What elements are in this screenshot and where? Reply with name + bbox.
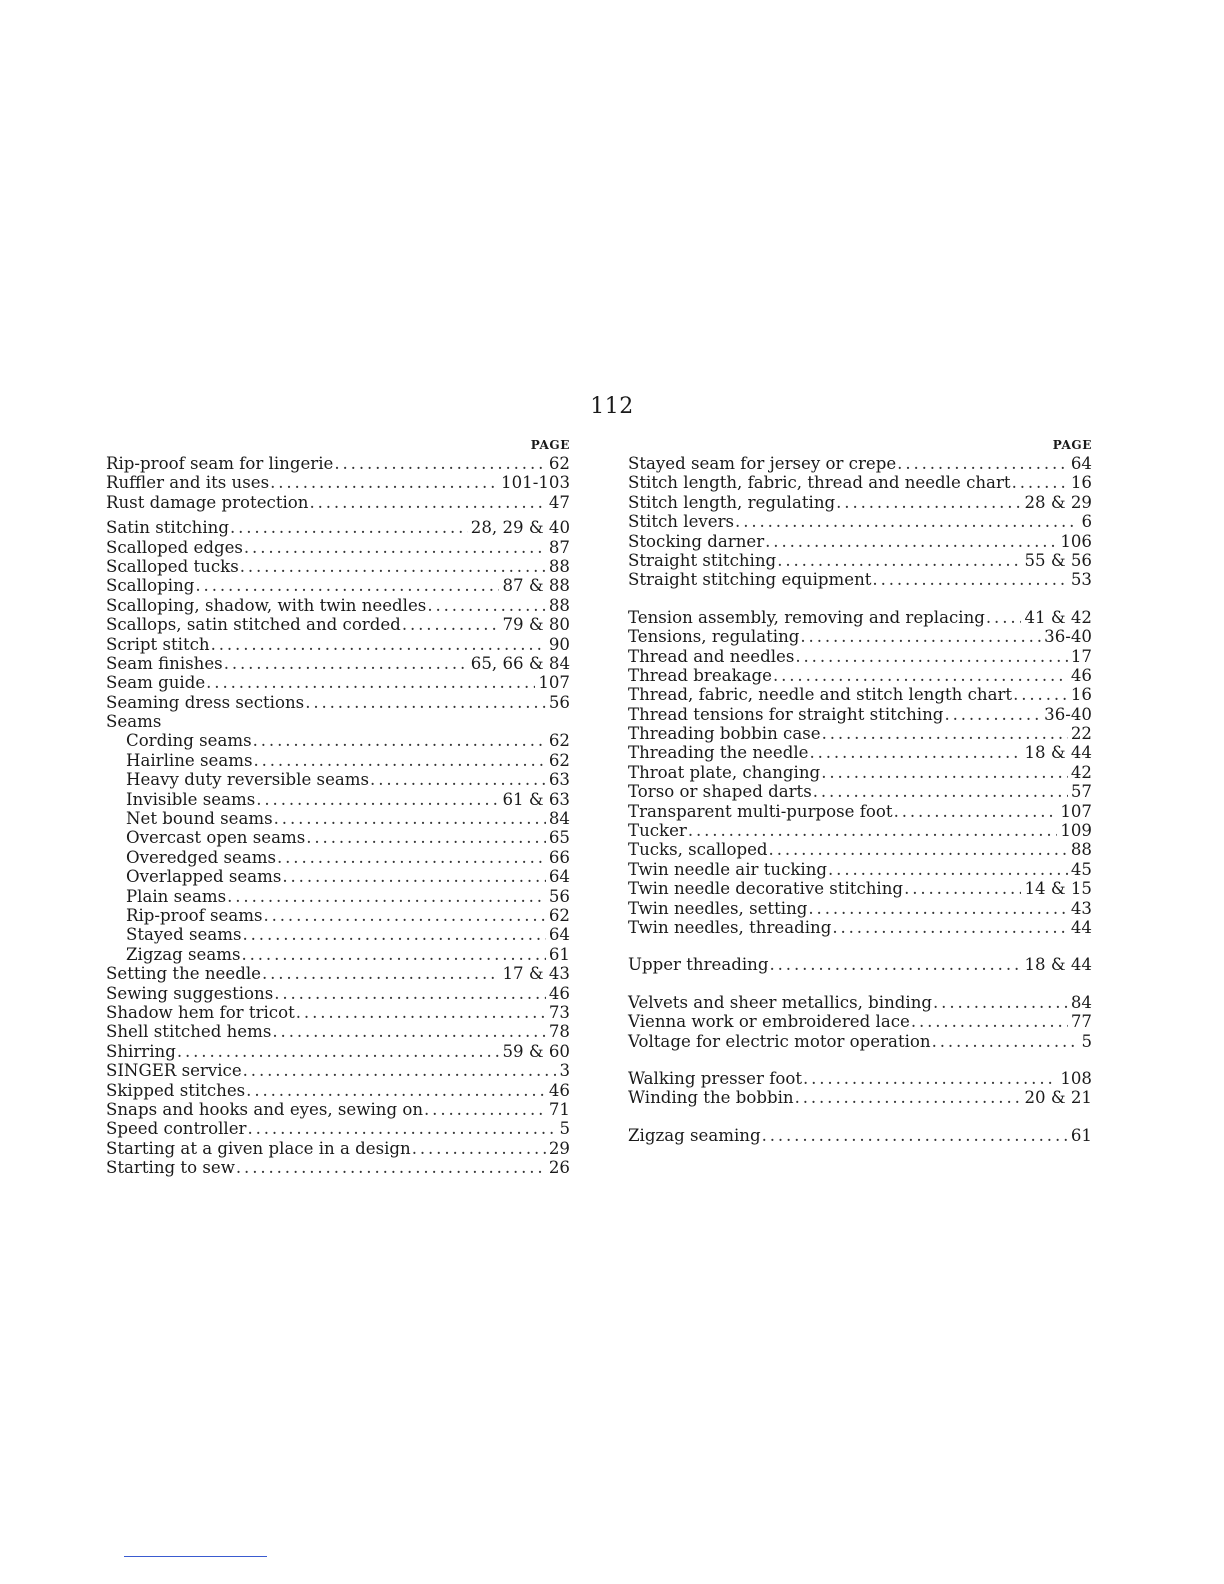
entry-label: Transparent multi-purpose foot	[628, 801, 893, 821]
entry-pages: 46	[548, 983, 570, 1003]
entry-label: Scalloping, shadow, with twin needles	[106, 595, 427, 615]
entry-label: Stayed seams	[126, 925, 242, 945]
entry-pages: 62	[548, 454, 570, 473]
entry-label: Ruffler and its uses	[106, 473, 270, 493]
entry-pages: 22	[1070, 724, 1092, 744]
dot-leader	[897, 454, 1068, 473]
section-gap	[628, 975, 1092, 993]
dot-leader	[986, 608, 1022, 627]
index-entry	[106, 1119, 570, 1138]
entry-pages: 5	[1081, 1031, 1092, 1051]
index-entry	[628, 899, 1092, 918]
dot-leader	[263, 906, 545, 925]
index-entry	[628, 860, 1092, 879]
entry-label: Scallops, satin stitched and corded	[106, 615, 401, 635]
page-column-header: PAGE	[530, 438, 570, 452]
index-entry	[628, 473, 1092, 492]
index-entry	[628, 570, 1092, 589]
entry-pages: 79 & 80	[502, 615, 570, 635]
entry-label: Thread breakage	[628, 665, 772, 685]
dot-leader	[227, 887, 546, 906]
entry-pages: 3	[559, 1061, 570, 1081]
entry-label: Thread and needles	[628, 646, 795, 666]
dot-leader	[813, 782, 1068, 801]
entry-label: Seaming dress sections	[106, 692, 305, 712]
index-entries-right	[628, 454, 1092, 1145]
dot-leader	[427, 596, 546, 615]
dot-leader	[230, 518, 468, 537]
entry-pages: 61	[548, 944, 570, 964]
index-entry	[628, 743, 1092, 762]
index-entry	[628, 1032, 1092, 1051]
entry-pages: 17	[1070, 646, 1092, 666]
index-entry	[628, 666, 1092, 685]
dot-leader	[1012, 473, 1068, 492]
entry-pages: 6	[1081, 512, 1092, 532]
index-entry	[628, 955, 1092, 974]
entry-label: Heavy duty reversible seams	[126, 770, 370, 790]
entry-label: Sewing suggestions	[106, 983, 274, 1003]
dot-leader	[821, 763, 1068, 782]
dot-leader	[828, 860, 1068, 879]
entry-label: Seams	[106, 712, 162, 732]
entry-pages: 57	[1070, 782, 1092, 802]
page-number: 112	[590, 394, 634, 419]
dot-leader	[402, 615, 500, 634]
index-entry	[106, 635, 570, 654]
dot-leader	[253, 751, 545, 770]
index-entry	[628, 647, 1092, 666]
index-entry	[106, 1100, 570, 1119]
entry-label: Shadow hem for tricot	[106, 1002, 295, 1022]
entry-label: Throat plate, changing	[628, 762, 821, 782]
index-entry	[106, 673, 570, 692]
entry-label: Straight stitching equipment	[628, 570, 872, 590]
entry-pages: 17 & 43	[502, 964, 570, 984]
entry-label: Stitch levers	[628, 512, 735, 532]
entry-pages: 64	[548, 867, 570, 887]
dot-leader	[253, 731, 546, 750]
dot-leader	[270, 473, 498, 492]
entry-pages: 56	[548, 886, 570, 906]
dot-leader	[272, 1022, 545, 1041]
entry-pages: 71	[548, 1099, 570, 1119]
entry-pages: 43	[1070, 898, 1092, 918]
index-subentry	[106, 809, 570, 828]
dot-leader	[765, 532, 1057, 551]
entry-pages: 73	[548, 1002, 570, 1022]
entry-label: Plain seams	[126, 886, 227, 906]
entry-pages: 47	[548, 492, 570, 512]
entry-label: Starting at a given place in a design	[106, 1138, 411, 1158]
entry-label: Script stitch	[106, 634, 210, 654]
entry-label: Tensions, regulating	[628, 627, 800, 647]
index-entry	[106, 1081, 570, 1100]
entry-pages: 41 & 42	[1024, 607, 1092, 627]
index-subentry	[106, 887, 570, 906]
entry-label: Overcast open seams	[126, 828, 306, 848]
entry-pages: 28 & 29	[1024, 492, 1092, 512]
entry-label: Stitch length, fabric, thread and needle chart	[628, 473, 1011, 493]
index-entry	[106, 454, 570, 473]
dot-leader	[243, 925, 546, 944]
entry-label: SINGER service	[106, 1061, 242, 1081]
dot-leader	[773, 666, 1068, 685]
index-entry	[628, 1088, 1092, 1107]
dot-leader	[809, 743, 1021, 762]
entry-pages: 42	[1070, 762, 1092, 782]
index-subentry	[106, 790, 570, 809]
entry-pages: 56	[548, 692, 570, 712]
dot-leader	[236, 1158, 546, 1177]
index-entry	[628, 782, 1092, 801]
index-entry	[628, 993, 1092, 1012]
dot-leader	[836, 493, 1021, 512]
dot-leader	[932, 1032, 1079, 1051]
index-entry	[628, 918, 1092, 937]
entry-label: Velvets and sheer metallics, binding	[628, 992, 933, 1012]
entry-pages: 62	[548, 750, 570, 770]
entry-label: Rip-proof seams	[126, 905, 263, 925]
dot-leader	[412, 1139, 546, 1158]
entry-label: Net bound seams	[126, 809, 273, 829]
entry-pages: 16	[1070, 473, 1092, 493]
index-entry	[106, 518, 570, 537]
entry-label: Cording seams	[126, 731, 252, 751]
entry-label: Starting to sew	[106, 1158, 235, 1178]
entry-label: Snaps and hooks and eyes, sewing on	[106, 1099, 424, 1119]
entry-pages: 36-40	[1044, 627, 1092, 647]
entry-label: Walking presser foot	[628, 1068, 802, 1088]
index-entry	[106, 1022, 570, 1041]
entry-label: Tucker	[628, 821, 687, 841]
entry-label: Tucks, scalloped	[628, 840, 768, 860]
entry-label: Setting the needle	[106, 964, 261, 984]
entry-label: Shell stitched hems	[106, 1022, 272, 1042]
entry-label: Torso or shaped darts	[628, 782, 812, 802]
entry-pages: 101-103	[501, 473, 570, 493]
entry-label: Twin needles, threading	[628, 917, 832, 937]
dot-leader	[247, 1119, 556, 1138]
index-entry	[628, 627, 1092, 646]
entry-label: Stayed seam for jersey or crepe	[628, 454, 897, 473]
dot-leader	[944, 705, 1041, 724]
entry-pages: 90	[548, 634, 570, 654]
entry-pages: 88	[548, 595, 570, 615]
dot-leader	[241, 945, 545, 964]
entry-pages: 107	[538, 673, 570, 693]
dot-leader	[933, 993, 1068, 1012]
entry-pages: 62	[548, 731, 570, 751]
entry-pages: 65	[548, 828, 570, 848]
entry-pages: 61	[1070, 1125, 1092, 1145]
entry-pages: 64	[548, 925, 570, 945]
index-entry	[628, 454, 1092, 473]
entry-label: Seam finishes	[106, 653, 223, 673]
entry-label: Invisible seams	[126, 789, 256, 809]
entry-label: Overedged seams	[126, 847, 276, 867]
entry-label: Rip-proof seam for lingerie	[106, 454, 334, 473]
index-entry	[628, 608, 1092, 627]
entry-label: Twin needle air tucking	[628, 859, 828, 879]
index-column-left	[106, 437, 570, 1177]
index-subentry	[106, 770, 570, 789]
index-entry	[628, 821, 1092, 840]
dot-leader	[762, 1126, 1068, 1145]
entry-label: Tension assembly, removing and replacing	[628, 607, 985, 627]
dot-leader	[309, 493, 545, 512]
dot-leader	[795, 1088, 1022, 1107]
index-entry	[106, 596, 570, 615]
index-entry	[628, 879, 1092, 898]
entry-label: Stitch length, regulating	[628, 492, 836, 512]
dot-leader	[424, 1100, 546, 1119]
entry-pages: 77	[1070, 1012, 1092, 1032]
entry-pages: 88	[1070, 840, 1092, 860]
entry-pages: 46	[1070, 665, 1092, 685]
index-entry	[106, 1003, 570, 1022]
entry-pages: 106	[1060, 531, 1092, 551]
entry-pages: 46	[548, 1080, 570, 1100]
index-entry	[106, 654, 570, 673]
index-subentry	[106, 945, 570, 964]
entry-pages: 64	[1070, 454, 1092, 473]
dot-leader	[770, 955, 1022, 974]
entry-label: Winding the bobbin	[628, 1088, 794, 1108]
index-heading	[106, 712, 570, 731]
dot-leader	[206, 673, 535, 692]
entry-pages: 45	[1070, 859, 1092, 879]
entry-pages: 78	[548, 1022, 570, 1042]
entry-label: Threading bobbin case	[628, 724, 821, 744]
dot-leader	[305, 693, 546, 712]
entry-pages: 62	[548, 905, 570, 925]
entry-pages: 20 & 21	[1024, 1088, 1092, 1108]
dot-leader	[334, 454, 546, 473]
entry-label: Twin needles, setting	[628, 898, 808, 918]
dot-leader	[244, 538, 546, 557]
entry-pages: 66	[548, 847, 570, 867]
index-entry	[628, 1126, 1092, 1145]
entry-label: Speed controller	[106, 1119, 247, 1139]
dot-leader	[277, 848, 546, 867]
entry-pages: 84	[1070, 992, 1092, 1012]
index-entry	[106, 1042, 570, 1061]
entry-pages: 26	[548, 1158, 570, 1178]
entry-label: Zigzag seams	[126, 944, 241, 964]
dot-leader	[822, 724, 1068, 743]
index-subentry	[106, 828, 570, 847]
dot-leader	[800, 627, 1041, 646]
dot-leader	[211, 635, 546, 654]
dot-leader	[262, 964, 499, 983]
index-entry	[106, 538, 570, 557]
entry-label: Upper threading	[628, 955, 769, 975]
dot-leader	[274, 809, 546, 828]
index-subentry	[106, 925, 570, 944]
dot-leader	[872, 570, 1067, 589]
entry-pages: 87 & 88	[502, 576, 570, 596]
entry-label: Twin needle decorative stitching	[628, 879, 904, 899]
entry-pages: 61 & 63	[502, 789, 570, 809]
entry-pages: 14 & 15	[1024, 879, 1092, 899]
entry-label: Shirring	[106, 1041, 176, 1061]
entry-label: Satin stitching	[106, 518, 229, 538]
index-entry	[106, 1158, 570, 1177]
index-entry	[628, 512, 1092, 531]
entry-pages: 36-40	[1044, 704, 1092, 724]
entry-label: Skipped stitches	[106, 1080, 246, 1100]
index-subentry	[106, 867, 570, 886]
dot-leader	[177, 1042, 500, 1061]
entry-pages: 59 & 60	[502, 1041, 570, 1061]
entry-pages: 55 & 56	[1024, 550, 1092, 570]
entry-pages: 28, 29 & 40	[470, 518, 570, 538]
index-entry	[628, 685, 1092, 704]
dot-leader	[306, 828, 546, 847]
entry-pages: 63	[548, 770, 570, 790]
index-subentry	[106, 906, 570, 925]
dot-leader	[894, 802, 1058, 821]
entry-label: Thread, fabric, needle and stitch length chart	[628, 685, 1013, 705]
index-entry	[106, 984, 570, 1003]
dot-leader	[777, 551, 1021, 570]
entry-label: Thread tensions for straight stitching	[628, 704, 944, 724]
entry-label: Rust damage protection	[106, 492, 309, 512]
dot-leader	[688, 821, 1057, 840]
dot-leader	[808, 899, 1067, 918]
dot-leader	[296, 1003, 546, 1022]
entry-label: Overlapped seams	[126, 867, 282, 887]
index-entry	[628, 1012, 1092, 1031]
index-entry	[628, 532, 1092, 551]
dot-leader	[224, 654, 468, 673]
entry-pages: 65, 66 & 84	[470, 653, 570, 673]
dot-leader	[246, 1081, 546, 1100]
entry-label: Seam guide	[106, 673, 206, 693]
index-entry	[628, 802, 1092, 821]
dot-leader	[256, 790, 499, 809]
entry-label: Scalloping	[106, 576, 195, 596]
index-entry	[628, 1069, 1092, 1088]
dot-leader	[195, 576, 499, 595]
entry-label: Voltage for electric motor operation	[628, 1031, 931, 1051]
section-gap	[628, 937, 1092, 955]
entry-label: Threading the needle	[628, 743, 809, 763]
dot-leader	[911, 1012, 1068, 1031]
dot-leader	[243, 1061, 557, 1080]
entry-pages: 84	[548, 809, 570, 829]
entry-pages: 88	[548, 556, 570, 576]
index-entry	[628, 493, 1092, 512]
entry-pages: 107	[1060, 801, 1092, 821]
index-entry	[628, 705, 1092, 724]
dot-leader	[795, 647, 1068, 666]
entry-label: Straight stitching	[628, 550, 777, 570]
footnote-rule	[124, 1556, 267, 1557]
entry-label: Scalloped tucks	[106, 556, 239, 576]
index-entry	[628, 724, 1092, 743]
index-entry	[628, 840, 1092, 859]
dot-leader	[904, 879, 1021, 898]
index-subentry	[106, 751, 570, 770]
index-entry	[106, 693, 570, 712]
entry-label: Zigzag seaming	[628, 1125, 761, 1145]
entry-label: Vienna work or embroidered lace	[628, 1012, 910, 1032]
index-entry	[106, 576, 570, 595]
dot-leader	[1013, 685, 1068, 704]
section-gap	[628, 1108, 1092, 1126]
page-column-header: PAGE	[1052, 438, 1092, 452]
index-column-right	[628, 437, 1092, 1145]
index-entry	[628, 551, 1092, 570]
entry-pages: 44	[1070, 917, 1092, 937]
index-subentry	[106, 848, 570, 867]
index-entry	[106, 964, 570, 983]
entry-pages: 18 & 44	[1024, 955, 1092, 975]
index-entry	[106, 557, 570, 576]
section-gap	[628, 1051, 1092, 1069]
index-entry	[106, 493, 570, 512]
entry-pages: 53	[1070, 570, 1092, 590]
entry-label: Stocking darner	[628, 531, 765, 551]
index-entries-left	[106, 454, 570, 1177]
index-entry	[106, 473, 570, 492]
index-entry	[628, 763, 1092, 782]
dot-leader	[769, 840, 1068, 859]
entry-pages: 5	[559, 1119, 570, 1139]
entry-pages: 87	[548, 537, 570, 557]
entry-label: Scalloped edges	[106, 537, 243, 557]
section-gap	[628, 590, 1092, 608]
index-subentry	[106, 731, 570, 750]
entry-pages: 108	[1060, 1068, 1092, 1088]
dot-leader	[832, 918, 1068, 937]
dot-leader	[240, 557, 546, 576]
index-entry	[106, 1139, 570, 1158]
dot-leader	[370, 770, 546, 789]
index-entry	[106, 1061, 570, 1080]
dot-leader	[282, 867, 546, 886]
dot-leader	[274, 984, 546, 1003]
dot-leader	[803, 1069, 1057, 1088]
entry-pages: 109	[1060, 821, 1092, 841]
entry-label: Hairline seams	[126, 750, 253, 770]
entry-pages: 18 & 44	[1024, 743, 1092, 763]
index-entry	[106, 615, 570, 634]
dot-leader	[735, 512, 1078, 531]
entry-pages: 29	[548, 1138, 570, 1158]
entry-pages: 16	[1070, 685, 1092, 705]
